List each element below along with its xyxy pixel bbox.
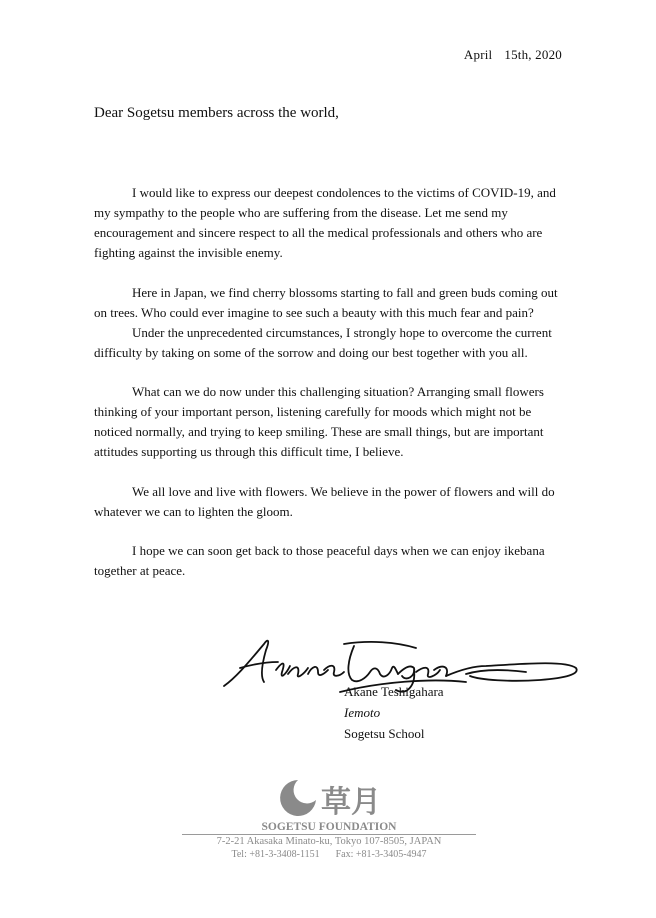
signatory-name: Akane Teshigahara: [344, 684, 444, 699]
letter-body: [94, 183, 564, 601]
foundation-contact: [182, 849, 476, 860]
letter-date: [464, 47, 562, 63]
foundation-address: 7-2-21 Akasaka Minato-ku, Tokyo 107-8505, JAPAN: [216, 836, 442, 847]
logo-kanji: 草月: [321, 785, 381, 820]
paragraph-circumstances: Under the unprecedented circumstances, I strongly hope to overcome the current difficulty by taking on some of the sorrow and doing our best together with you all.: [94, 324, 552, 360]
signatory-title: Iemoto: [344, 705, 381, 720]
date-month: April: [463, 47, 493, 62]
foundation-name: SOGETSU FOUNDATION: [261, 821, 397, 833]
paragraph-peaceful-days: I hope we can soon get back to those peaceful days when we can enjoy ikebana together at peace.: [94, 543, 545, 578]
foundation-tel: Tel: +81-3-3408-1151: [231, 849, 320, 860]
paragraph-challenging-situation: What can we do now under this challenging situation? Arranging small flowers thinking of your important person, listening carefully for moods which might not be noticed normally, and trying to keep smiling. These are small things, but are important attitudes supporting us through this difficult time, I believe.: [94, 384, 544, 459]
paragraph-love-flowers: We all love and live with flowers. We believe in the power of flowers and will do whatever we can to lighten the gloom.: [94, 483, 555, 519]
sogetsu-logo: [276, 776, 382, 820]
signature-block: [344, 681, 444, 744]
paragraph-condolences: I would like to express our deepest condolences to the victims of COVID-19, and my sympathy to the people who are suffering from the disease. Let me send my encouragement and sincere respect to all the medical professionals and others who are fighting against the invisible enemy.: [94, 185, 556, 260]
foundation-divider: [182, 834, 476, 835]
salutation: Dear Sogetsu members across the world,: [94, 105, 339, 121]
foundation-fax: Fax: +81-3-3405-4947: [335, 849, 427, 860]
paragraph-cherry-blossoms: Here in Japan, we find cherry blossoms starting to fall and green buds coming out on trees. Who could ever imagine to see such a beauty with this much fear and pain?: [94, 284, 558, 320]
date-day: 15th, 2020: [504, 47, 562, 62]
signatory-organization: Sogetsu School: [344, 726, 425, 741]
